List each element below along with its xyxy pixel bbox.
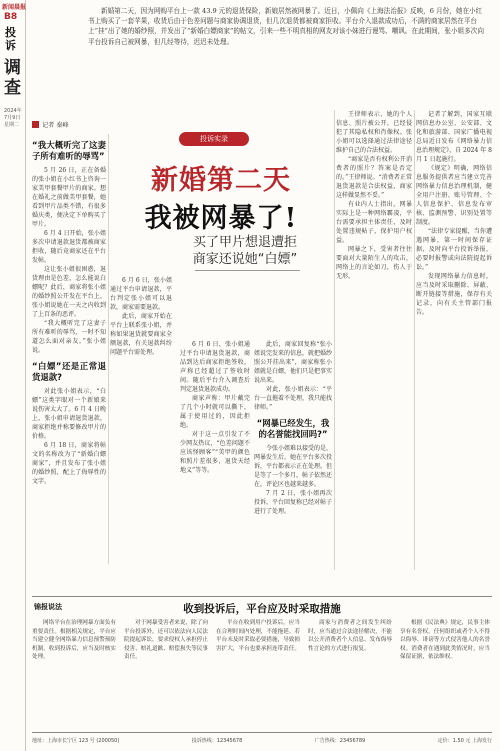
column-divider: [334, 110, 335, 570]
paragraph: 商家声称：甲片戴完了几个小时就可以撕下，属于使用过的，因此拒绝。: [180, 395, 250, 429]
paragraph: “我大概听完了这妻子所有难听的辱骂，一时不知道怎么面对亲友。”张小姐说。: [32, 320, 106, 354]
article-column-2: [180, 340, 250, 568]
commentary-column: [400, 619, 490, 725]
reporter-marker-icon: [32, 121, 39, 128]
paragraph: 对于网暴受害者来说，除了向平台投诉外，还可以依法向人民法院提起诉讼，要求侵权人承担停止侵害、赔礼道歉、赔偿损失等民事责任。: [124, 620, 208, 661]
paragraph: 商家与消费者之间发生纠纷时，应当通过合法途径解决，不能以公开消费者个人信息、发布侮辱性言论的方式进行报复。: [308, 620, 392, 652]
column-tag: 投诉实录: [179, 132, 249, 146]
paragraph: 根据《民法典》规定，民事主体享有名誉权。任何组织或者个人不得以侮辱、诽谤等方式侵害他人的名誉权。消费者在遇到此类情况时，应当保留证据，依法维权。: [400, 620, 490, 661]
article-column-4: [336, 110, 412, 568]
paragraph: 发现网络暴力信息时，应当及时采取删除、屏蔽、断开链接等措施，保存有关记录，向有关主管部门报告。: [416, 273, 492, 316]
subheadline-text: 买了甲片想退遭拒 商家还说她“白嫖”: [192, 235, 298, 267]
paragraph: 平台在收到用户投诉后，应当在合理时间内处理，不能拖延。若平台未及时采取必要措施，导致损害扩大，平台也要承担连带责任。: [216, 620, 300, 652]
commentary-column: [124, 619, 208, 725]
paragraph: 6 月 4 日开始，张小姐多次申请退款退货都被商家拒收，随后竟商家还在平台发帖。: [32, 230, 106, 264]
column-divider: [414, 110, 415, 570]
commentary-column: [216, 619, 300, 725]
subsection-title: “我大概听完了这妻子所有难听的辱骂”: [32, 140, 106, 161]
paragraph: “法律专家提醒，当你遭遇网暴，第一时间保存证据，及时向平台投诉举报，必要时报警或向法院提起诉讼。”: [416, 228, 492, 271]
paragraph: 此后，商家回复称“张小姐说完发来的信息，就把婚纱照公开挂出来”，商家称张小姐就是白嫖，他们只是把事实说出来。: [254, 341, 332, 384]
paragraph: 7 月 2 日，张小姐再次投诉，平台回复称已经对帖子进行了处理。: [254, 490, 332, 515]
paragraph: 《规定》明确，网络信息服务提供者应当建立完善网络暴力信息治理机制，健全用户注册、账号管理、个人信息保护、信息发布审核、监测预警、识别处置等制度。: [416, 165, 492, 226]
article-column-5: [416, 110, 492, 568]
footer-hotline: 投诉热线：12345678: [191, 738, 243, 744]
paragraph: 令张小姐难以接受的是，网暴发生后，她在平台多次投诉，平台都表示正在处理。但是等了一个多月，帖子依然还在，评论区也越来越多。: [254, 445, 332, 488]
paragraph: 这让张小姐很困惑，退货理由是色差，怎么能说白嫖呢？此后，商家将张小姐的婚纱照公开发在平台上，张小姐说她在一天之内收到了上百条的恶评。: [32, 266, 106, 318]
page-footer: [32, 732, 492, 748]
subsection-title: “白嫖”还是正常退货退款?: [32, 361, 106, 382]
paragraph: 有业内人士指出，网暴实际上是一种网络霸凌，平台需要承担主体责任，及时处置违规帖子，保护用户权益。: [336, 201, 412, 244]
commentary-column: [32, 619, 116, 725]
footer-price: 定价：1.50 元 上海发行: [437, 738, 492, 744]
column-divider: [108, 134, 109, 564]
paragraph: 对此张小姐表示，“白嫖”这类字眼对一个新娘来说伤害太大了。6 月 4 日晚上，张小姐申请退货退款，商家拒绝并称要修改甲片的价格。: [32, 388, 106, 440]
left-rail: [0, 0, 26, 751]
paragraph: 此后，商家开始在平台上联系张小姐，并称如果退货就要商家全额退款，有关退款纠纷问题平台需处理。: [110, 313, 172, 356]
subsection-title: “网暴已经发生，我的名誉能找回吗?”: [256, 418, 330, 439]
headline-line1: 新婚第二天: [151, 165, 291, 196]
intro-paragraph: 新婚第二天，因为网购平台上一款 43.9 元的退货保险，新娘居然被网暴了。近日，小佩向《上海法治报》反映，6 月份，她在小红书上购买了一套苹果，收货后由于色差问题与商家协调退货，但几次退货都被商家拒收。平台介入退款成功后，不满的商家居然在平台上“挂”出了她的婚纱照，并发出了“新婚白嫖商家”的帖文，引来一些不明真相的网友对该小妹进行谩骂、嘲讽。在此期间，张小姐多次向平台投诉自己被网暴，但几经等待，迟迟未处理。: [88, 7, 484, 46]
issue-date: 2024年7月9日 星期二: [4, 108, 22, 128]
paragraph: 对于这一点引发了不少网友热议，“色差问题不应该怪顾客”“美甲的颜色和照片差很多，退货天经地义”等等。: [180, 431, 250, 474]
paragraph: 网络平台在治理网暴方面负有重要责任。根据相关规定，平台应当建立健全网络暴力信息预警预防机制。收到投诉后，应当及时核实处理。: [32, 620, 116, 661]
footer-ad-hotline: 广告热线：23456789: [314, 738, 366, 744]
reporter-name: 记者 秦峰: [42, 122, 69, 129]
article-column-3: [254, 340, 332, 568]
commentary-column: [308, 619, 392, 725]
headline-line2: 我被网暴了!: [144, 203, 298, 234]
paragraph: 5 月 26 日，正在备婚的张小姐在小红书上咨询一家美甲套餐甲片的商家。想在婚礼之前做美甲套餐，她看到甲片品类不错，有很多婚庆类，便决定下单购买了甲片。: [32, 167, 106, 228]
brand-logo: 新闻晨报: [2, 4, 27, 11]
article-column-1: [32, 134, 106, 552]
paragraph: 网暴之下，受害者往往要面对大量陌生人的攻击，网络上的言论如刀，伤人于无形。: [336, 246, 412, 280]
subheadline-rule: [195, 270, 300, 271]
section-title: 调查: [4, 58, 21, 98]
paragraph: 6 月 18 日，商家将帖文的名称改为了“新婚白嫖商家”，并且发布了张小姐的婚纱照，配上了侮辱性的文字。: [32, 442, 106, 485]
section-label: 投诉: [5, 26, 16, 52]
paragraph: 记者了解到，国家互联网信息办公室、公安部、文化和旅游部、国家广播电视总局近日发布《网络暴力信息治理规定》，自 2024 年 8 月 1 日起施行。: [416, 111, 492, 163]
commentary-label: 锦报说法: [34, 603, 62, 611]
article-column-2a: [110, 276, 172, 426]
paragraph: 6 月 6 日，张小姐通过平台申请退款，平台判定张小姐可以退款，商家需要退款。: [110, 277, 172, 311]
commentary-title: 收到投诉后，平台应及时采取措施: [183, 603, 341, 615]
page-number: B8: [4, 12, 18, 22]
paragraph: 对此，张小姐表示：“平台一直拖着不处理，我只能找律师。”: [254, 386, 332, 411]
paragraph: 王律师表示，她的个人信息、照片被公开，已经侵犯了其隐私权和肖像权。张小姐可以选择通过法律途径维护自己的合法权益。: [336, 111, 412, 154]
footer-address: 地址：上海市长宁区 123 号 (200050): [32, 738, 120, 744]
paragraph: 6 月 6 日，张小姐通过平台申请退货退款，商品到达后商家拒绝签收，声称已经超过了签收时间。随后平台介入调查后判定退货退款成功。: [180, 341, 250, 393]
paragraph: “商家是否有权利公开消费者的照片？答案是否定的。”王律师说。“消费者正常退货退款是合法权益，商家这样做显然不妥。”: [336, 156, 412, 199]
editor-commentary: [32, 596, 492, 728]
subheadline: [180, 234, 310, 268]
